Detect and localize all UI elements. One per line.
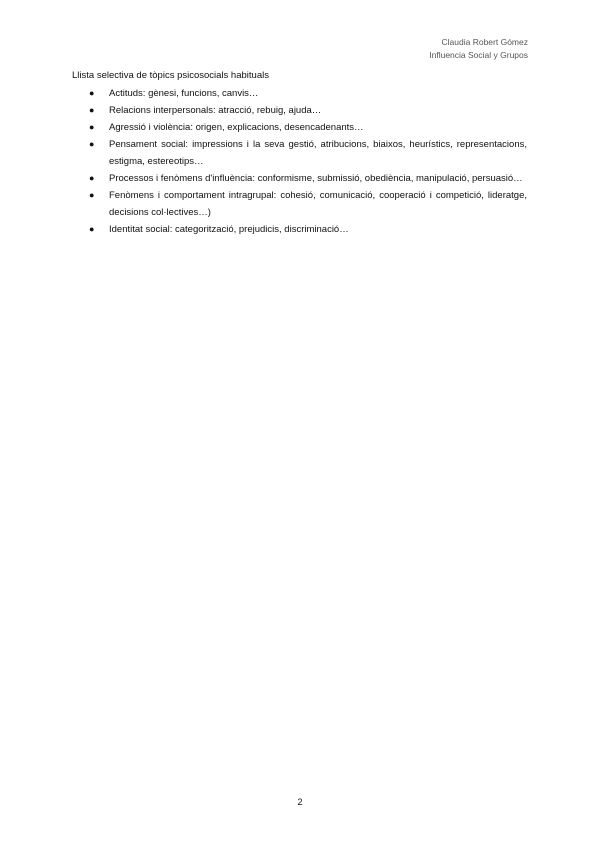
document-body xyxy=(72,70,527,238)
page-header xyxy=(429,36,528,62)
list-item xyxy=(72,136,527,170)
header-course: Influencia Social y Grupos xyxy=(429,50,528,60)
list-item-text: Pensament social: impressions i la seva gestió, atribucions, biaixos, heurístics, representacions, estigma, estereotips… xyxy=(109,139,527,167)
header-author: Claudia Robert Gómez xyxy=(441,37,528,47)
bullet-icon: ● xyxy=(89,224,95,234)
bullet-icon: ● xyxy=(89,190,95,200)
list-item xyxy=(72,85,527,102)
list-item xyxy=(72,170,527,187)
bullet-icon: ● xyxy=(89,122,95,132)
list-item-text: Processos i fenòmens d'influència: conformisme, submissió, obediència, manipulació, persuasió… xyxy=(109,173,523,184)
topic-list xyxy=(72,85,527,238)
list-item-text: Identitat social: categorització, prejudicis, discriminació… xyxy=(109,224,349,235)
list-item xyxy=(72,102,527,119)
list-item-text: Actituds: gènesi, funcions, canvis… xyxy=(109,88,259,99)
list-item-text: Relacions interpersonals: atracció, rebuig, ajuda… xyxy=(109,105,322,116)
page-number: 2 xyxy=(297,797,303,807)
section-heading: Llista selectiva de tòpics psicosocials habituals xyxy=(72,70,269,81)
bullet-icon: ● xyxy=(89,88,95,98)
bullet-icon: ● xyxy=(89,105,95,115)
bullet-icon: ● xyxy=(89,139,95,149)
bullet-icon: ● xyxy=(89,173,95,183)
list-item xyxy=(72,221,527,238)
list-item-text: Agressió i violència: origen, explicacions, desencadenants… xyxy=(109,122,364,133)
list-item xyxy=(72,119,527,136)
list-item-text: Fenòmens i comportament intragrupal: cohesió, comunicació, cooperació i competició, lideratge, decisions col·lectives…) xyxy=(109,190,527,218)
list-item xyxy=(72,187,527,221)
